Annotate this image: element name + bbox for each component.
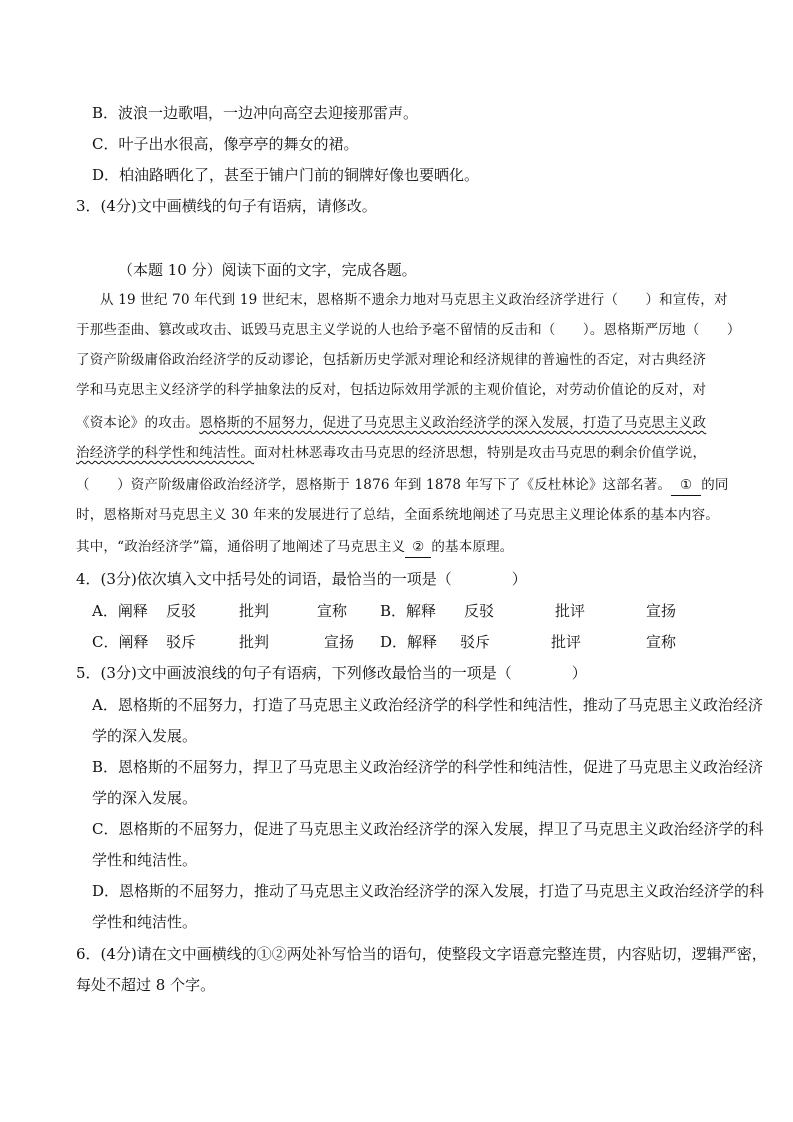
passage-line-2: 于那些歪曲、篡改或攻击、诋毁马克思主义学说的人也给予毫不留情的反击和（ ）。恩格斯严厉地（ ）	[76, 322, 741, 338]
q5-option-d-line-2: 学性和纯洁性。	[92, 913, 198, 931]
passage-line-9-end: 的基本原理。	[431, 539, 514, 555]
q4-a-word-1: A．阐释	[92, 602, 148, 620]
passage-line-8: 时，恩格斯对马克思主义 30 年来的发展进行了总结，全面系统地阐述了马克思主义理论体系的基本内容。	[76, 507, 720, 523]
q4-d-word-2: 驳斥	[460, 633, 491, 651]
wavy-underlined-sentence-part-2: 治经济学的科学性和纯洁性。	[76, 445, 255, 461]
q4-c-word-4: 宣扬	[324, 633, 355, 651]
q4-b-word-1: B．解释	[380, 602, 437, 620]
passage-line-3: 了资产阶级庸俗政治经济学的反动谬论，包括新历史学派对理论和经济规律的普遍性的否定，对古典经济	[76, 352, 707, 368]
q4-d-word-3: 批评	[551, 633, 582, 651]
passage-line-4: 学和马克思主义经济学的科学抽象法的反对，包括边际效用学派的主观价值论，对劳动价值论的反对，对	[76, 382, 707, 398]
passage-line-7-start: （ ）资产阶级庸俗政治经济学，恩格斯于 1876 年到 1878 年写下了《反杜林论》这部名著。	[76, 477, 672, 493]
passage-intro: （本题 10 分）阅读下面的文字，完成各题。	[118, 261, 417, 279]
blank-2: ②	[405, 537, 431, 558]
question-4-stem: 4．(3分)依次填入文中括号处的词语，最恰当的一项是（ ）	[76, 570, 527, 588]
passage-line-9-start: 其中，“政治经济学”篇，通俗明了地阐述了马克思主义	[76, 539, 406, 555]
q4-c-word-1: C．阐释	[92, 633, 149, 651]
q5-option-d-line-1: D．恩格斯的不屈努力，推动了马克思主义政治经济学的深入发展，打造了马克思主义政治经济学的科	[92, 882, 765, 900]
q5-option-b-line-2: 学的深入发展。	[92, 789, 198, 807]
q4-b-word-4: 宣扬	[646, 602, 677, 620]
q5-option-c-line-1: C．恩格斯的不屈努力，促进了马克思主义政治经济学的深入发展，捍卫了马克思主义政治经济学的科	[92, 820, 764, 838]
passage-line-6	[76, 443, 706, 463]
q4-d-word-1: D．解释	[380, 633, 438, 651]
q4-b-word-2: 反驳	[464, 602, 495, 620]
q5-option-a-line-1: A．恩格斯的不屈努力，打造了马克思主义政治经济学的科学性和纯洁性，推动了马克思主义政治经济	[92, 696, 763, 714]
passage-line-7-end: 的同	[701, 477, 729, 493]
passage-line-1: 从 19 世纪 70 年代到 19 世纪末，恩格斯不遗余力地对马克思主义政治经济学进行（ ）和宣传，对	[100, 292, 728, 308]
question-6-line-2: 每处不超过 8 个字。	[76, 976, 216, 994]
question-3: 3．(4分)文中画横线的句子有语病，请修改。	[76, 197, 377, 215]
option-c: C．叶子出水很高，像亭亭的舞女的裙。	[92, 135, 359, 153]
q5-option-c-line-2: 学性和纯洁性。	[92, 851, 198, 869]
passage-line-5	[76, 413, 706, 433]
option-b: B．波浪一边歌唱，一边冲向高空去迎接那雷声。	[92, 104, 419, 122]
q5-option-a-line-2: 学的深入发展。	[92, 727, 198, 745]
q4-c-word-3: 批判	[239, 633, 270, 651]
q4-a-word-4: 宣称	[317, 602, 348, 620]
passage-line-7	[76, 475, 729, 496]
q4-a-word-2: 反驳	[166, 602, 197, 620]
passage-line-5-start: 《资本论》的攻击。	[76, 415, 200, 431]
wavy-underlined-sentence-part-1: 恩格斯的不屈努力，促进了马克思主义政治经济学的深入发展，打造了马克思主义政	[199, 415, 707, 431]
passage-line-6-rest: 面对杜林恶毒攻击马克思的经济思想，特别是攻击马克思的剩余价值学说，	[254, 445, 707, 461]
passage-line-9	[76, 537, 514, 558]
q4-c-word-2: 驳斥	[166, 633, 197, 651]
q4-b-word-3: 批评	[555, 602, 586, 620]
q5-option-b-line-1: B．恩格斯的不屈努力，捍卫了马克思主义政治经济学的科学性和纯洁性，促进了马克思主义政治经济	[92, 758, 764, 776]
option-d: D．柏油路晒化了，甚至于铺户门前的铜牌好像也要晒化。	[92, 166, 480, 184]
question-6-line-1: 6．(4分)请在文中画横线的①②两处补写恰当的语句，使整段文字语意完整连贯，内容贴切，逻辑严密，	[76, 945, 767, 963]
blank-1: ①	[671, 475, 701, 496]
question-5-stem: 5．(3分)文中画波浪线的句子有语病，下列修改最恰当的一项是（ ）	[76, 664, 587, 682]
q4-a-word-3: 批判	[239, 602, 270, 620]
q4-d-word-4: 宣称	[646, 633, 677, 651]
